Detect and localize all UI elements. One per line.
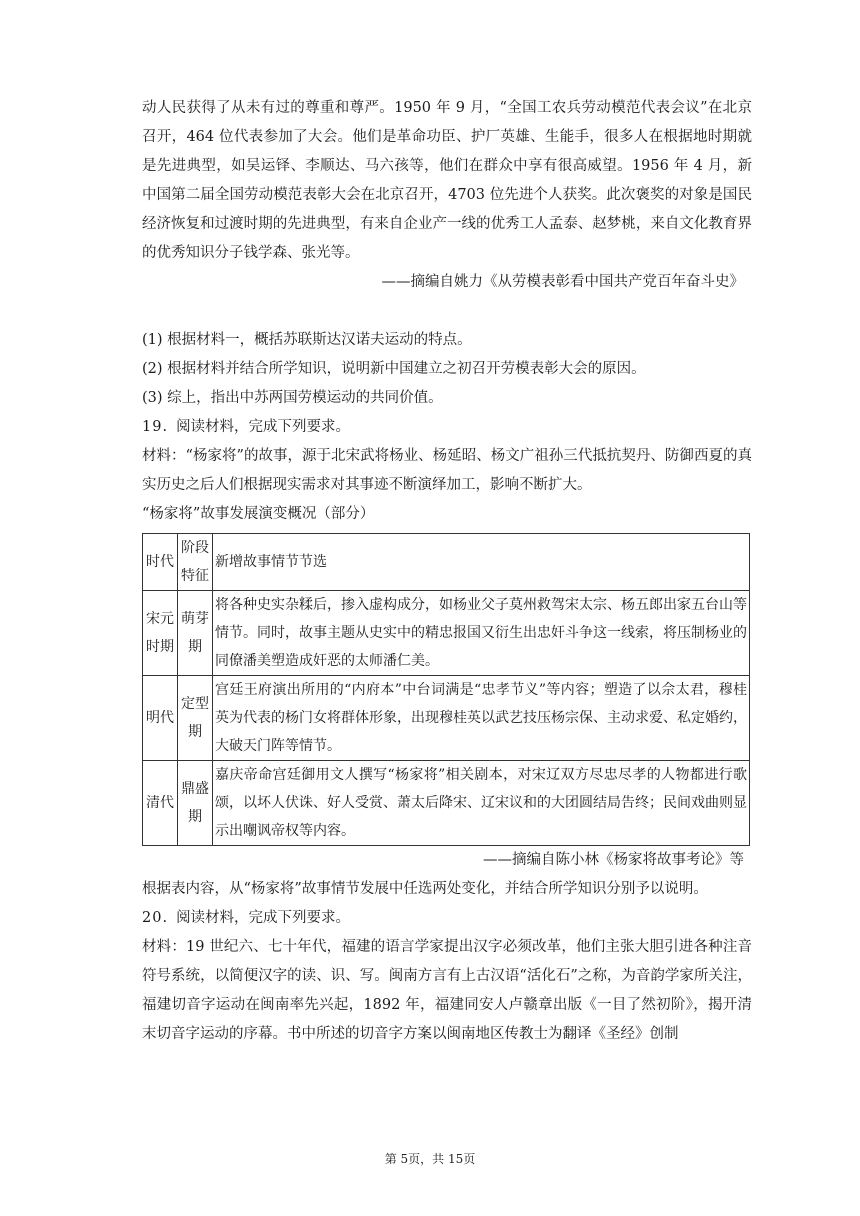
header-era: 时代 bbox=[143, 534, 178, 591]
table-source: ——摘编自陈小林《杨家将故事考论》等 bbox=[483, 852, 744, 868]
q20-instruction: 阅读材料，完成下列要求。 bbox=[176, 910, 351, 926]
spacer bbox=[142, 297, 752, 326]
row-stage: 鼎盛期 bbox=[178, 761, 213, 846]
intro-paragraph: 动人民获得了从未有过的尊重和尊严。1950 年 9 月，“全国工农兵劳动模范代表会议”在北京召开，464 位代表参加了大会。他们是革命功臣、护厂英雄、生能手，很多人在根据地时期就是先进典型，如吴运铎、李顺达、马六孩等，他们在群众中享有很高威望。1956 年 4 月，新中国第二届全国劳动模范表彰大会在北京召开，4703 位先进个人获奖。此次褒奖的对象是国民经济恢复和过渡时期的先进典型，有来自企业产一线的优秀工人孟泰、赵梦桃，来自文化教育界的优秀知识分子钱学森、张光等。 bbox=[142, 100, 752, 261]
row-stage: 萌芽期 bbox=[178, 591, 213, 676]
row-era: 宋元时期 bbox=[143, 591, 178, 676]
header-stage: 阶段特征 bbox=[178, 534, 213, 591]
q19-question: 根据表内容，从“杨家将”故事情节发展中任选两处变化，并结合所学知识分别予以说明。 bbox=[142, 881, 708, 897]
row-plot: 将各种史实杂糅后，掺入虚构成分，如杨业父子莫州救驾宋太宗、杨五郎出家五台山等情节。同时，故事主题从史实中的精忠报国又衍生出忠奸斗争这一线索，将压制杨业的同僚潘美塑造成奸恶的太师潘仁美。 bbox=[213, 591, 750, 676]
table-row bbox=[143, 761, 750, 846]
q19-instruction: 阅读材料，完成下列要求。 bbox=[176, 419, 351, 435]
intro-source: ——摘编自姚力《从劳模表彰看中国共产党百年奋斗史》 bbox=[381, 274, 744, 290]
q18-part-2: (2) 根据材料并结合所学知识，说明新中国建立之初召开劳模表彰大会的原因。 bbox=[142, 361, 646, 377]
yangjiajiang-table bbox=[142, 533, 750, 846]
q20-material: 材料：19 世纪六、七十年代，福建的语言学家提出汉字必须改革，他们主张大胆引进各种注音符号系统，以简便汉字的读、识、写。闽南方言有上古汉语“活化石”之称，为音韵学家所关注，福建切音字运动在闽南率先兴起，1892 年，福建同安人卢赣章出版《一目了然初阶》，揭开清末切音字运动的序幕。书中所述的切音字方案以闽南地区传教士为翻译《圣经》创制 bbox=[142, 939, 752, 1042]
row-plot: 嘉庆帝命宫廷御用文人撰写“杨家将”相关剧本，对宋辽双方尽忠尽孝的人物都进行歌颂，以坏人伏诛、好人受赏、萧太后降宋、辽宋议和的大团圆结局告终；民间戏曲则显示出嘲讽帝权等内容。 bbox=[213, 761, 750, 846]
header-plot: 新增故事情节节选 bbox=[213, 534, 750, 591]
row-era: 清代 bbox=[143, 761, 178, 846]
q20-heading bbox=[142, 904, 752, 933]
q20-number: 20. bbox=[142, 910, 169, 926]
row-stage: 定型期 bbox=[178, 676, 213, 761]
page-footer: 第 5页，共 15页 bbox=[384, 1152, 476, 1166]
q19-number: 19. bbox=[142, 419, 169, 435]
q19-material: 材料：“杨家将”的故事，源于北宋武将杨业、杨延昭、杨文广祖孙三代抵抗契丹、防御西夏的真实历史之后人们根据现实需求对其事迹不断演绎加工，影响不断扩大。 bbox=[142, 448, 752, 493]
table-header-row bbox=[143, 534, 750, 591]
table-row bbox=[143, 591, 750, 676]
page-content bbox=[142, 94, 752, 1049]
row-era: 明代 bbox=[143, 676, 178, 761]
q19-heading bbox=[142, 413, 752, 442]
q19-table-caption: “杨家将”故事发展演变概况（部分） bbox=[142, 506, 375, 522]
q18-part-3: (3) 综上，指出中苏两国劳模运动的共同价值。 bbox=[142, 390, 443, 406]
q18-part-1: (1) 根据材料一，概括苏联斯达汉诺夫运动的特点。 bbox=[142, 332, 472, 348]
row-plot: 宫廷王府演出所用的“内府本”中台词满是“忠孝节义”等内容；塑造了以佘太君，穆桂英为代表的杨门女将群体形象，出现穆桂英以武艺技压杨宗保、主动求爱、私定婚约，大破天门阵等情节。 bbox=[213, 676, 750, 761]
table-row bbox=[143, 676, 750, 761]
